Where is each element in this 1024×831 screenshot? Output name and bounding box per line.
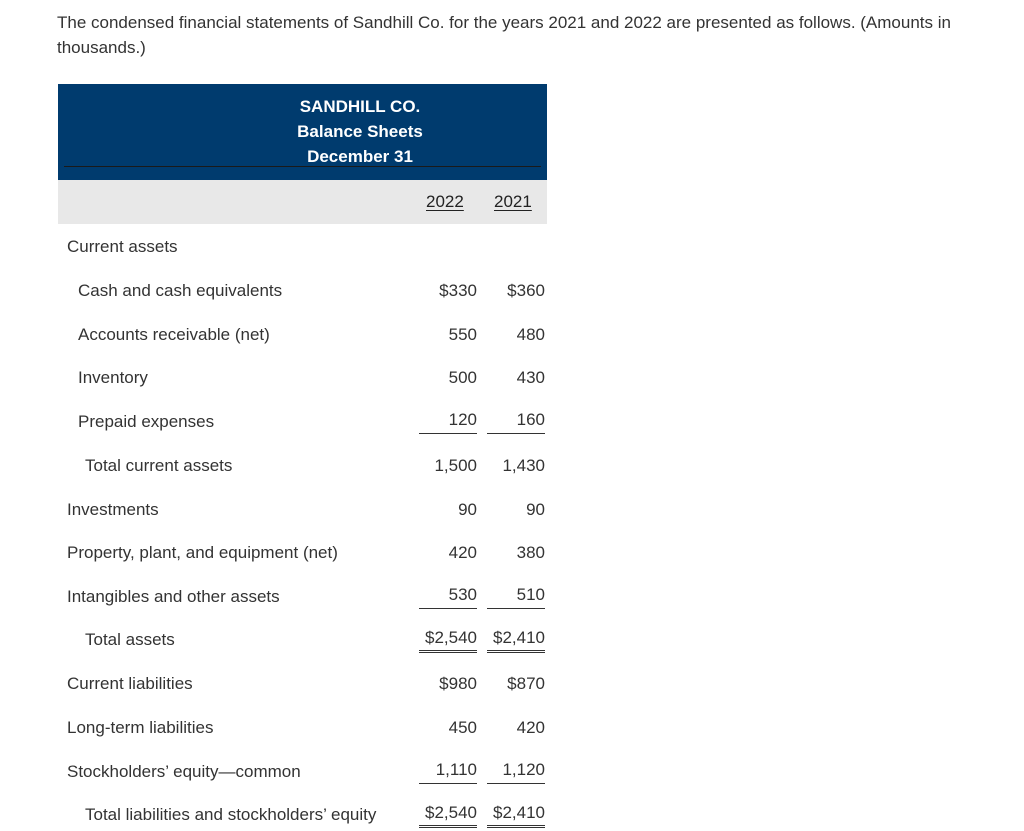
table-row (0, 451, 1024, 481)
table-row (0, 800, 1024, 830)
value-2022: $2,540 (419, 625, 477, 653)
value-2022: 1,110 (419, 757, 477, 784)
table-row (0, 320, 1024, 350)
value-2021: 380 (516, 543, 545, 562)
value-2022: 120 (419, 407, 477, 434)
value-2022: 530 (419, 582, 477, 609)
problem-intro: The condensed financial statements of Sandhill Co. for the years 2021 and 2022 are presented as follows. (Amounts in thousands.) (57, 13, 951, 57)
row-label: Total assets (85, 630, 175, 649)
row-label: Property, plant, and equipment (net) (67, 543, 338, 562)
value-2021: 1,120 (487, 757, 545, 784)
row-label: Investments (67, 500, 159, 519)
value-2022: 420 (448, 543, 477, 562)
value-2021: $870 (507, 674, 545, 693)
value-2021: $360 (507, 281, 545, 300)
table-row (0, 582, 1024, 612)
company-name: SANDHILL CO. (299, 97, 421, 116)
statement-date: December 31 (307, 147, 413, 166)
row-label: Intangibles and other assets (67, 587, 280, 606)
value-2021: 160 (487, 407, 545, 434)
table-row (0, 538, 1024, 568)
row-label: Current liabilities (67, 674, 193, 693)
table-row (0, 232, 1024, 262)
table-row (0, 757, 1024, 787)
value-2021: 1,430 (502, 456, 545, 475)
value-2022: $980 (439, 674, 477, 693)
value-2021: $2,410 (487, 800, 545, 828)
statement-header (58, 84, 547, 180)
statement-title: Balance Sheets (297, 122, 423, 141)
row-label: Total liabilities and stockholders’ equity (85, 805, 377, 824)
header-divider (64, 166, 541, 167)
row-label: Long-term liabilities (67, 718, 214, 737)
row-label: Cash and cash equivalents (78, 281, 283, 300)
value-2021: 90 (526, 500, 545, 519)
table-row (0, 669, 1024, 699)
table-row (0, 363, 1024, 393)
table-row (0, 625, 1024, 655)
column-header-2021: 2021 (494, 192, 532, 211)
value-2021: $2,410 (487, 625, 545, 653)
table-row (0, 276, 1024, 306)
value-2022: 550 (448, 325, 477, 344)
row-label: Total current assets (85, 456, 233, 475)
value-2022: 90 (458, 500, 477, 519)
value-2022: 500 (448, 368, 477, 387)
row-label: Stockholders’ equity—common (67, 762, 301, 781)
value-2022: 450 (448, 718, 477, 737)
row-label-current-assets: Current assets (67, 237, 178, 256)
column-header-2022: 2022 (426, 192, 464, 211)
value-2021: 480 (516, 325, 545, 344)
value-2021: 420 (516, 718, 545, 737)
table-row (0, 495, 1024, 525)
value-2021: 510 (487, 582, 545, 609)
value-2021: 430 (516, 368, 545, 387)
row-label: Accounts receivable (net) (78, 325, 270, 344)
table-row (0, 713, 1024, 743)
value-2022: 1,500 (434, 456, 477, 475)
row-label: Prepaid expenses (78, 412, 215, 431)
value-2022: $2,540 (419, 800, 477, 828)
row-label: Inventory (78, 368, 148, 387)
column-header-band (58, 180, 547, 224)
value-2022: $330 (439, 281, 477, 300)
table-row (0, 407, 1024, 437)
